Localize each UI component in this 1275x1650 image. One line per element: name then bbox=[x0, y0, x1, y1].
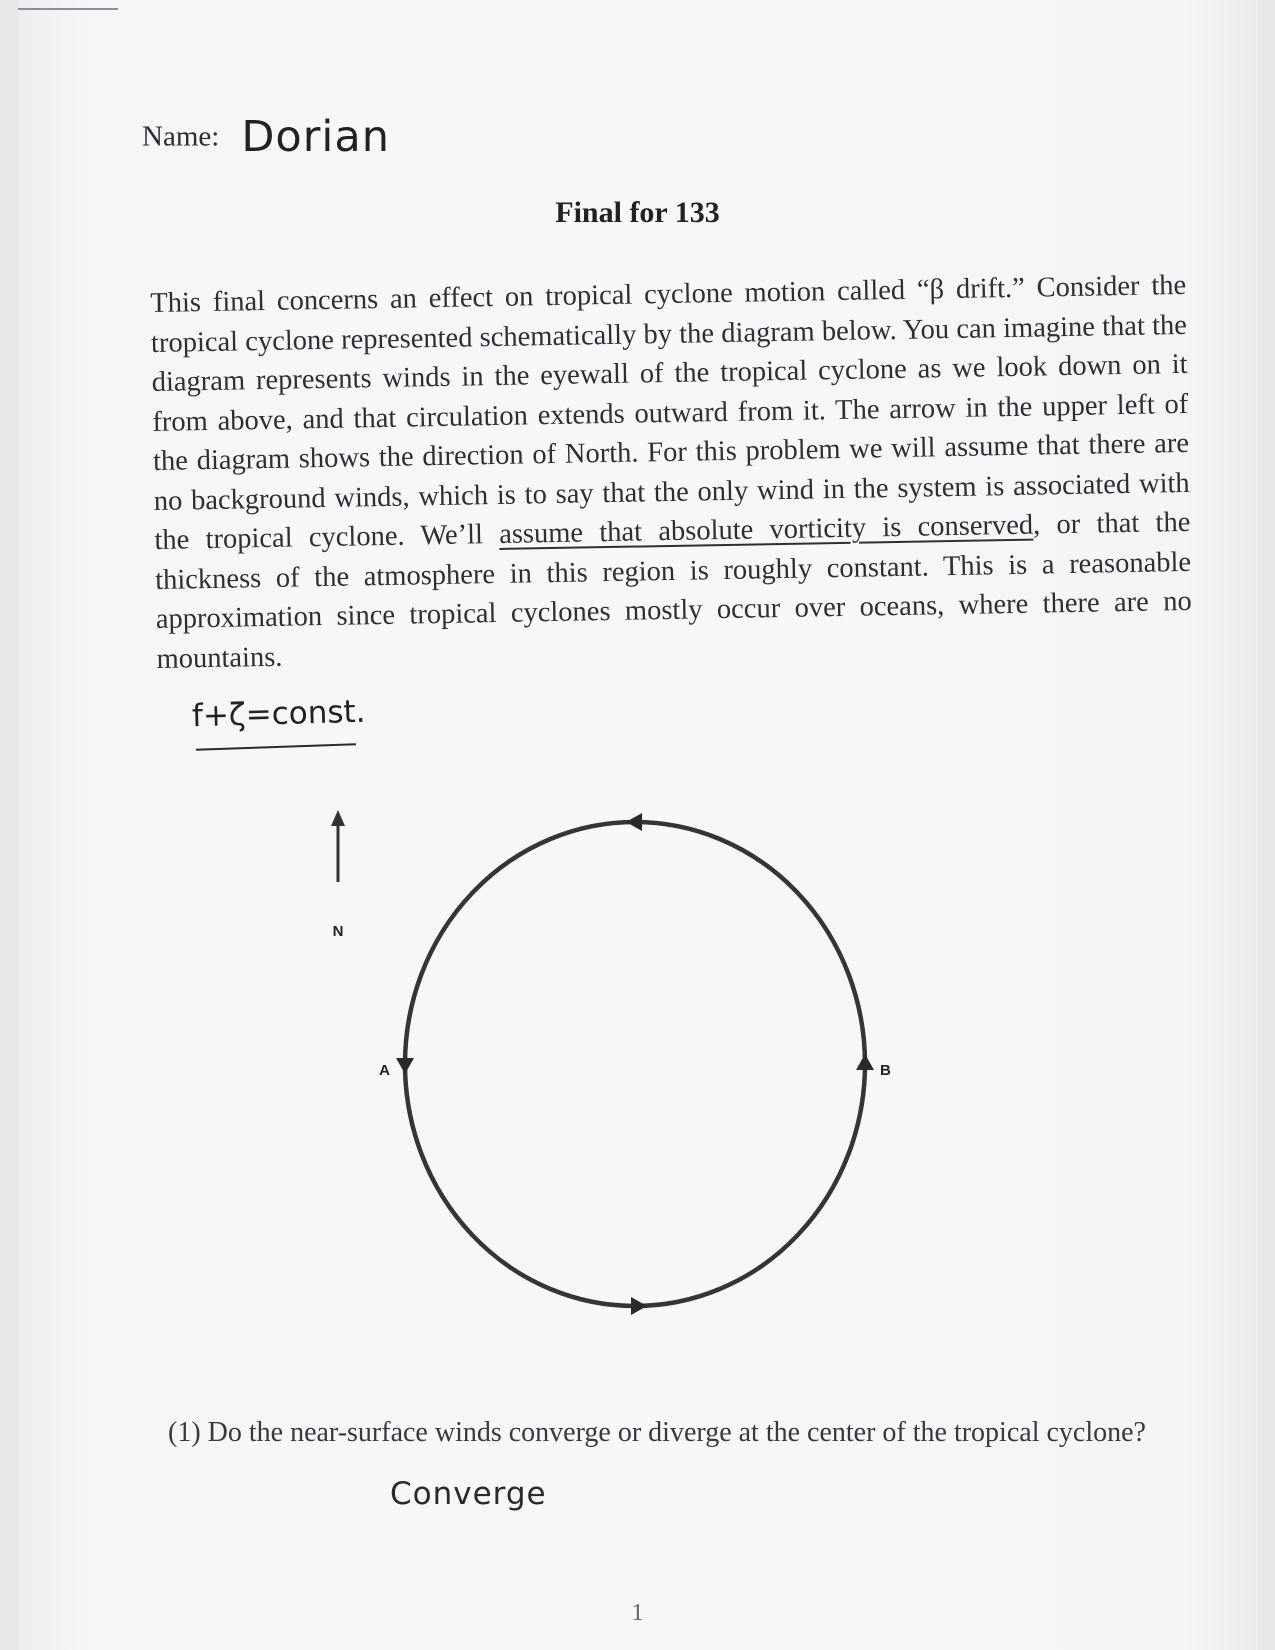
name-label: Name: bbox=[142, 120, 220, 153]
paragraph-text-end: , or that the thickness of the atmosphere in this region is roughly constant. This is a reasonable approximation since tropical cyclones mostly occur over oceans, where there are no mountains. bbox=[154, 506, 1192, 675]
handwritten-answer: Converge bbox=[390, 1476, 547, 1512]
point-a-label: A bbox=[379, 1062, 390, 1079]
point-b-wind-arrow-icon bbox=[856, 1054, 874, 1070]
instructions-paragraph bbox=[150, 266, 1193, 679]
page-number: 1 bbox=[631, 1600, 644, 1626]
question-1: (1) Do the near-surface winds converge or diverge at the center of the tropical cyclone? bbox=[168, 1417, 1146, 1448]
top-wind-arrow-icon bbox=[626, 813, 642, 831]
north-label: N bbox=[332, 923, 344, 940]
underlined-phrase: assume that absolute vorticity is conserved bbox=[498, 509, 1034, 550]
page-edge-mark bbox=[18, 8, 118, 10]
handwritten-name: Dorian bbox=[241, 112, 390, 162]
cyclone-diagram bbox=[300, 810, 980, 1320]
bottom-wind-arrow-icon bbox=[631, 1297, 647, 1315]
point-b-label: B bbox=[880, 1062, 891, 1079]
name-line bbox=[142, 112, 390, 162]
eyewall-circle bbox=[405, 822, 865, 1306]
north-arrow-icon bbox=[331, 810, 345, 882]
exam-title: Final for 133 bbox=[555, 196, 720, 229]
paragraph-text-start: This final concerns an effect on tropical cyclone motion called “β drift.” Consider the tropical cyclone represented schematically by the diagram below. You can imagine that the diagram represents winds in the eyewall of the tropical cyclone as we look down on it from above, and that circulation extends outward from it. The arrow in the upper left of the diagram shows the direction of North. For this problem we will assume that there are no background winds, which is to say that the only wind in the system is associated with the tropical cyclone. We’ll bbox=[150, 269, 1190, 556]
point-a-wind-arrow-icon bbox=[396, 1058, 414, 1074]
handwritten-formula: f+ζ=const. bbox=[191, 693, 366, 735]
